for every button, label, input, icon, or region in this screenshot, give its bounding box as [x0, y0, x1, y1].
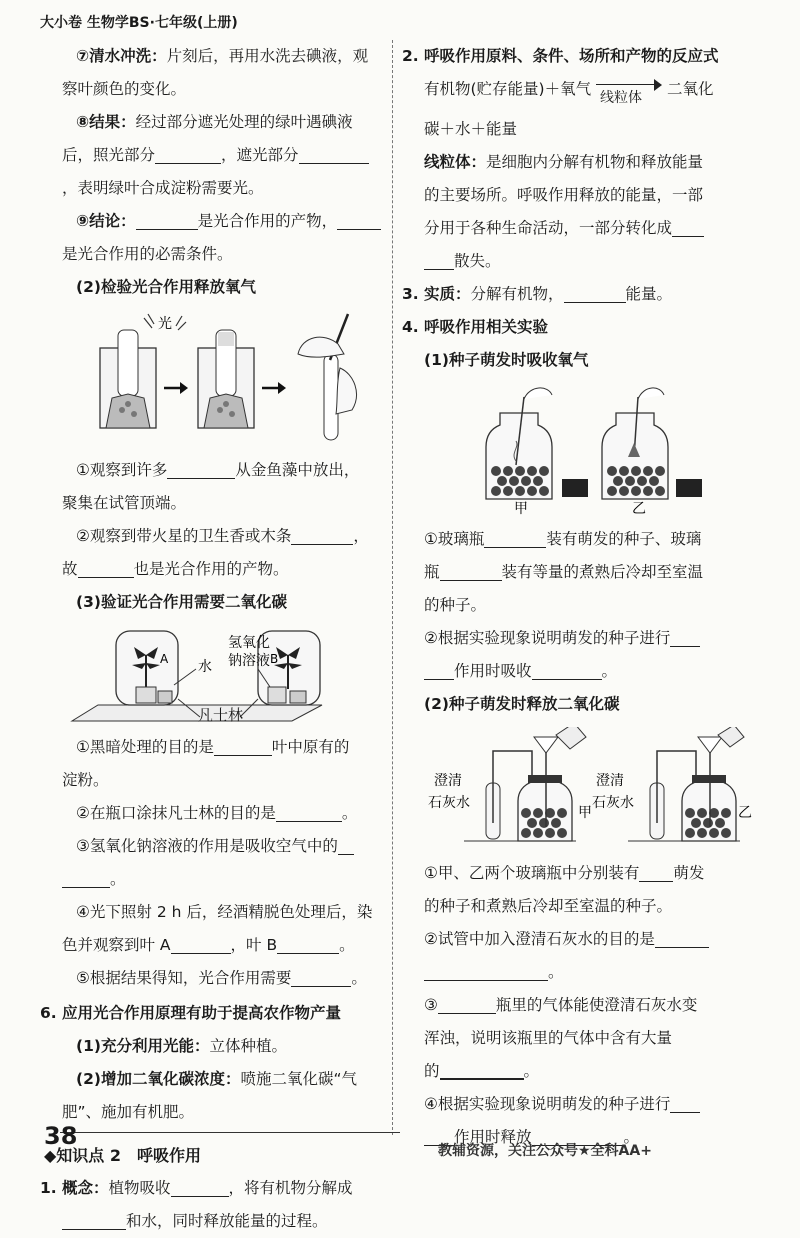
- mito-line4: [424, 245, 750, 278]
- s1-text4: 装有等量的煮熟后冷却至室温: [501, 563, 704, 581]
- knowledge-point-2: ◆知识点 2 呼吸作用: [44, 1146, 202, 1165]
- blank-release[interactable]: [564, 284, 626, 303]
- q2-line2: [62, 553, 384, 586]
- step9-title: ⑨结论：: [76, 212, 136, 230]
- item1-line: [40, 1172, 384, 1205]
- s2-line2: [424, 655, 750, 688]
- equation-right: 二氧化: [666, 80, 714, 98]
- seed-co2-diagram: [424, 727, 754, 851]
- blank-oxygen-product[interactable]: [78, 559, 134, 578]
- label-jia-2: 甲: [578, 805, 592, 821]
- q2-comma: ，: [353, 527, 369, 545]
- label-b: B: [270, 652, 279, 666]
- step7-line2: 察叶颜色的变化。: [62, 80, 187, 98]
- r4-text: 色并观察到叶 A: [62, 936, 171, 954]
- q2-text: ②观察到带火星的卫生香或木条: [76, 527, 292, 545]
- step8-text: 经过部分遮光处理的绿叶遇碘液: [135, 113, 353, 131]
- t2-end: 。: [548, 963, 564, 981]
- blank-vaseline-purpose[interactable]: [276, 803, 342, 822]
- t3-text: ③: [424, 996, 438, 1014]
- equation-left: 有机物(贮存能量)＋氧气: [424, 80, 592, 98]
- label-lime-3: 澄清: [596, 773, 624, 789]
- step8-line: [62, 106, 384, 139]
- figure-seed-co2: [424, 727, 750, 851]
- r2-line: [62, 797, 384, 830]
- blank-jar-germinating[interactable]: [484, 529, 546, 548]
- item6-a-title: (1)充分利用光能：: [76, 1037, 210, 1055]
- label-naoh-1: 氢氧化: [228, 635, 270, 651]
- t3-line3: [424, 1055, 750, 1088]
- equation-line: [424, 73, 750, 113]
- mito-line: [424, 146, 750, 179]
- r5-text: ⑤根据结果得知，光合作用需要: [76, 969, 292, 987]
- mito-title: 线粒体：: [424, 153, 487, 171]
- blank-amount[interactable]: [639, 863, 673, 882]
- q1-line: [62, 454, 384, 487]
- blank-leaf-b[interactable]: [277, 935, 339, 954]
- step8-lit: 后，照光部分: [62, 146, 156, 164]
- step8-title: ⑧结果：: [76, 113, 136, 131]
- item6-a-line: [62, 1030, 384, 1063]
- item2-line: [402, 40, 750, 73]
- label-yi: 乙: [632, 501, 646, 517]
- label-a: A: [160, 652, 169, 666]
- t3-line2: 浑浊，说明该瓶里的气体中含有大量: [424, 1029, 673, 1047]
- t3-line: [424, 989, 750, 1022]
- blank-dark-purpose[interactable]: [214, 737, 272, 756]
- footer-text: 教辅资源，关注公众号★全科AA+: [438, 1143, 652, 1159]
- q1-text2: 从金鱼藻中放出，: [235, 461, 360, 479]
- s1-line: [424, 523, 750, 556]
- t2-line: [424, 923, 750, 956]
- blank-lit-part[interactable]: [155, 145, 221, 164]
- label-yi-2: 乙: [738, 805, 752, 821]
- item4-line: [402, 311, 750, 344]
- s1-text2: 装有萌发的种子、玻璃: [546, 530, 702, 548]
- q2-text4: 也是光合作用的产物。: [133, 560, 289, 578]
- t1-text: ①甲、乙两个玻璃瓶中分别装有: [424, 864, 640, 882]
- r1-line: [62, 731, 384, 764]
- r3-line: [62, 830, 384, 863]
- blank-leaf-a[interactable]: [171, 935, 231, 954]
- label-naoh-2: 钠溶液: [228, 653, 270, 669]
- s1-text: ①玻璃瓶: [424, 530, 485, 548]
- r3-text: ③氢氧化钠溶液的作用是吸收空气中的: [76, 837, 338, 855]
- t4-line: [424, 1088, 750, 1121]
- step7-text: 片刻后，再用水洗去碘液，观: [166, 47, 369, 65]
- page-number: 38: [44, 1122, 78, 1150]
- sub2-title: (2)检验光合作用释放氧气: [76, 278, 256, 296]
- r4-end: 。: [339, 936, 355, 954]
- r4-text2: ，叶 B: [230, 936, 278, 954]
- item6-title: 应用光合作用原理有助于提高农作物产量: [62, 1004, 342, 1022]
- t1-line2: 的种子和煮熟后冷却至室温的种子。: [424, 897, 673, 915]
- t3-text2: 瓶里的气体能使澄清石灰水变: [495, 996, 698, 1014]
- item6-a-text: 立体种植。: [209, 1037, 287, 1055]
- q1-line2: 聚集在试管顶端。: [62, 494, 187, 512]
- label-lime-1: 澄清: [434, 773, 462, 789]
- mito-text4: 散失。: [454, 252, 501, 270]
- mito-text3: 分用于各种生命活动，一部分转化成: [424, 219, 673, 237]
- blank-naoh-absorb-a[interactable]: [338, 836, 354, 855]
- item6-b-title: (2)增加二氧化碳浓度：: [76, 1070, 241, 1088]
- blank-splint[interactable]: [291, 526, 353, 545]
- label-lime-4: 石灰水: [592, 795, 634, 811]
- s1-text3: 瓶: [424, 563, 440, 581]
- s2-line: [424, 622, 750, 655]
- item4-title: 呼吸作用相关实验: [424, 318, 549, 336]
- right-column: [402, 40, 752, 1154]
- item1-text2: ，将有机物分解成: [228, 1179, 353, 1197]
- r4-line2: [62, 929, 384, 962]
- step7-line: [62, 40, 384, 73]
- figure-seed-oxygen: [424, 383, 750, 517]
- blank-process-b[interactable]: [424, 661, 454, 680]
- r1-text: ①黑暗处理的目的是: [76, 738, 214, 756]
- sub2-right-title: (2)种子萌发时释放二氧化碳: [424, 695, 620, 713]
- blank-absorb[interactable]: [171, 1178, 229, 1197]
- equation-line2: 碳＋水＋能量: [424, 120, 518, 138]
- blank-energy-form-a[interactable]: [672, 218, 704, 237]
- item1-title: 概念：: [62, 1179, 109, 1197]
- item6-number: 6.: [40, 1004, 57, 1022]
- page-header: 大小卷 生物学BS·七年级(上册): [40, 15, 238, 31]
- sub1-title: (1)种子萌发时吸收氧气: [424, 351, 589, 369]
- blank-gas-type[interactable]: [440, 1060, 524, 1080]
- mito-text: 是细胞内分解有机物和释放能量: [486, 153, 704, 171]
- t3-end: 。: [523, 1062, 540, 1080]
- blank-bubbles[interactable]: [167, 460, 235, 479]
- r3-line2: [62, 863, 384, 896]
- r2-text: ②在瓶口涂抹凡士林的目的是: [76, 804, 276, 822]
- blank-decompose[interactable]: [62, 1211, 126, 1230]
- t3-text3: 的: [424, 1062, 440, 1080]
- s1-line3: 的种子。: [424, 596, 487, 614]
- t1-text2: 萌发: [673, 864, 705, 882]
- r1-line2: 淀粉。: [62, 771, 109, 789]
- item3-text: 分解有机物，: [470, 285, 564, 303]
- s2-end: 。: [601, 662, 618, 680]
- item1-number: 1.: [40, 1179, 57, 1197]
- item6-b-line2: 肥”、施加有机肥。: [62, 1103, 195, 1121]
- s2-text: ②根据实验现象说明萌发的种子进行: [424, 629, 671, 647]
- label-lime-2: 石灰水: [428, 795, 470, 811]
- blank-which-jar[interactable]: [438, 995, 496, 1014]
- blank-condition[interactable]: [337, 211, 381, 230]
- seed-oxygen-diagram: [424, 383, 744, 517]
- t4-text2: 作用时释放: [454, 1128, 532, 1146]
- q2-text3: 故: [62, 560, 78, 578]
- blank-shaded-part[interactable]: [299, 145, 369, 164]
- step9-text: 是光合作用的产物，: [197, 212, 338, 230]
- blank-process2-a[interactable]: [670, 1094, 700, 1113]
- blank-lime-purpose-b[interactable]: [424, 962, 548, 981]
- item1-text3: 和水，同时释放能量的过程。: [126, 1212, 328, 1230]
- step9-line2: 是光合作用的必需条件。: [62, 245, 233, 263]
- blank-lime-purpose-a[interactable]: [655, 929, 709, 948]
- r1-text2: 叶中原有的: [271, 738, 350, 756]
- step8-shaded: ，遮光部分: [221, 146, 299, 164]
- bottom-rule: [60, 1132, 400, 1133]
- t4-text: ④根据实验现象说明萌发的种子进行: [424, 1095, 671, 1113]
- r4-line: ④光下照射 2 h 后，经酒精脱色处理后，染: [76, 903, 373, 921]
- step8-line3: ，表明绿叶合成淀粉需要光。: [62, 179, 264, 197]
- r3-end: 。: [110, 870, 126, 888]
- sub3-title: (3)验证光合作用需要二氧化碳: [76, 593, 287, 611]
- t1-line: [424, 857, 750, 890]
- label-water: 水: [198, 659, 212, 675]
- t4-end: 。: [623, 1128, 640, 1146]
- item3-line: [402, 278, 750, 311]
- r5-line: [62, 962, 384, 995]
- blank-product[interactable]: [136, 211, 198, 230]
- q1-text: ①观察到许多: [76, 461, 168, 479]
- item4-number: 4.: [402, 318, 419, 336]
- step7-title: ⑦清水冲洗：: [76, 47, 167, 65]
- item1-line2: [62, 1205, 384, 1238]
- item3-text2: 能量。: [625, 285, 673, 303]
- step8-line2: [62, 139, 384, 172]
- item3-number: 3.: [402, 285, 419, 303]
- item3-title: 实质：: [424, 285, 471, 303]
- r2-end: 。: [341, 804, 358, 822]
- mito-line2: 的主要场所。呼吸作用释放的能量，一部: [424, 186, 704, 204]
- r5-end: 。: [351, 969, 367, 987]
- blank-naoh-absorb-b[interactable]: [62, 869, 110, 888]
- item2-title: 呼吸作用原料、条件、场所和产物的反应式: [424, 47, 719, 65]
- blank-absorb-gas[interactable]: [532, 661, 602, 680]
- blank-energy-form-b[interactable]: [424, 251, 454, 270]
- item6-line: [40, 997, 384, 1030]
- t2-text: ②试管中加入澄清石灰水的目的是: [424, 930, 655, 948]
- item6-b-text: 喷施二氧化碳“气: [240, 1070, 357, 1088]
- equation-condition: 线粒体: [600, 90, 643, 106]
- light-label: 光: [158, 316, 172, 332]
- blank-jar-boiled[interactable]: [440, 562, 502, 581]
- s2-text2: 作用时吸收: [454, 662, 532, 680]
- item2-number: 2.: [402, 47, 419, 65]
- label-jia: 甲: [514, 501, 528, 517]
- label-vaseline: 凡士林: [198, 706, 244, 724]
- blank-process-a[interactable]: [670, 628, 700, 647]
- item6-b-line: [62, 1063, 384, 1096]
- figure-oxygen-test: [62, 310, 384, 448]
- t2-line2: [424, 956, 750, 989]
- blank-photosynthesis-needs[interactable]: [291, 968, 351, 987]
- oxygen-test-diagram: [62, 310, 382, 448]
- item1-text: 植物吸收: [108, 1179, 171, 1197]
- column-divider: [392, 40, 393, 1135]
- mito-line3: [424, 212, 750, 245]
- q2-line: [62, 520, 384, 553]
- figure-co2-test: [62, 625, 384, 725]
- step9-line: [62, 205, 384, 238]
- s1-line2: [424, 556, 750, 589]
- equation-arrow: [596, 76, 662, 106]
